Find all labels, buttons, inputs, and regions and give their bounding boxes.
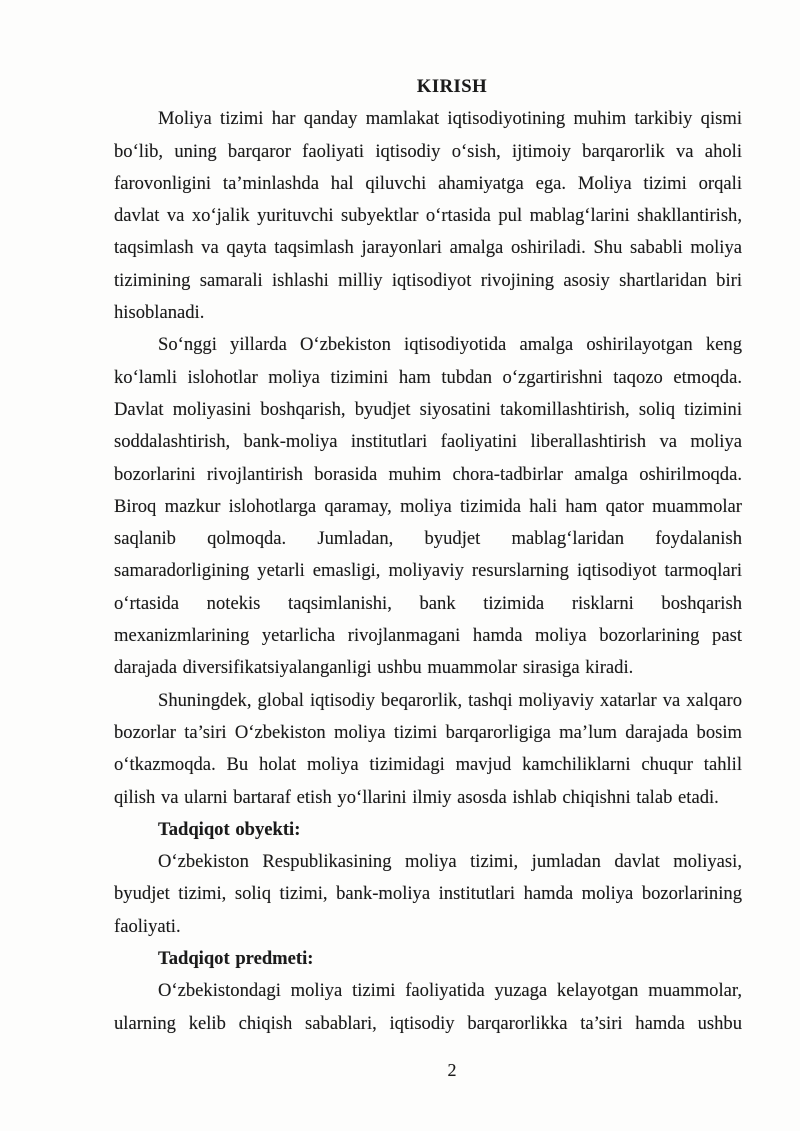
paragraph-intro-2: Soʻnggi yillarda Oʻzbekiston iqtisodiyotida amalga oshirilayotgan keng koʻlamli islohotlar moliya tizimini ham tubdan oʻzgartirishni taqozo etmoqda. Davlat moliyasini boshqarish, byudjet siyosatini takomillashtirish, soliq tizimini soddalashtirish, bank-moliya institutlari faoliyatini liberallashtirish va moliya bozorlarini rivojlantirish borasida muhim chora-tadbirlar amalga oshirilmoqda. Biroq mazkur islohotlarga qaramay, moliya tizimida hali ham qator muammolar saqlanib qolmoqda. Jumladan, byudjet mablagʻlaridan foydalanish samaradorligining yetarli emasligi, moliyaviy resurslarning iqtisodiyot tarmoqlari oʻrtasida notekis taqsimlanishi, bank tizimida risklarni boshqarish mexanizmlarining yetarlicha rivojlanmagani hamda moliya bozorlarining past darajada diversifikatsiyalanganligi ushbu muammolar sirasiga kiradi.: [114, 334, 742, 679]
paragraph-intro-3: Shuningdek, global iqtisodiy beqarorlik, tashqi moliyaviy xatarlar va xalqaro bozorlar ta’siri Oʻzbekiston moliya tizimi barqarorligiga ma’lum darajada bosim oʻtkazmoqda. Bu holat moliya tizimidagi mavjud kamchiliklarni chuqur tahlil qilish va ularni bartaraf etish yoʻllarini ilmiy asosda ishlab chiqishni talab etadi.: [114, 689, 742, 808]
section-heading-research-object: Tadqiqot obyekti:: [158, 818, 301, 840]
page-title: KIRISH: [416, 76, 488, 97]
section-heading-research-subject: Tadqiqot predmeti:: [158, 948, 314, 970]
paragraph-research-object: Oʻzbekiston Respublikasining moliya tizimi, jumladan davlat moliyasi, byudjet tizimi, soliq tizimi, bank-moliya institutlari hamda moliya bozorlarining faoliyati.: [114, 851, 742, 937]
document-body: [114, 71, 742, 1040]
paragraph-research-subject: Oʻzbekistondagi moliya tizimi faoliyatida yuzaga kelayotgan muammolar, ularning kelib chiqish sabablari, iqtisodiy barqarorlikka ta’siri hamda ushbu: [114, 980, 742, 1034]
page-number: 2: [447, 1060, 457, 1080]
paragraph-intro-1: Moliya tizimi har qanday mamlakat iqtisodiyotining muhim tarkibiy qismi boʻlib, uning barqaror faoliyati iqtisodiy oʻsish, ijtimoiy barqarorlik va aholi farovonligini ta’minlashda hal qiluvchi ahamiyatga ega. Moliya tizimi orqali davlat va xoʻjalik yurituvchi subyektlar oʻrtasida pul mablagʻlarini shakllantirish, taqsimlash va qayta taqsimlash jarayonlari amalga oshiriladi. Shu sababli moliya tizimining samarali ishlashi milliy iqtisodiyot rivojining asosiy shartlaridan biri hisoblanadi.: [114, 108, 742, 324]
